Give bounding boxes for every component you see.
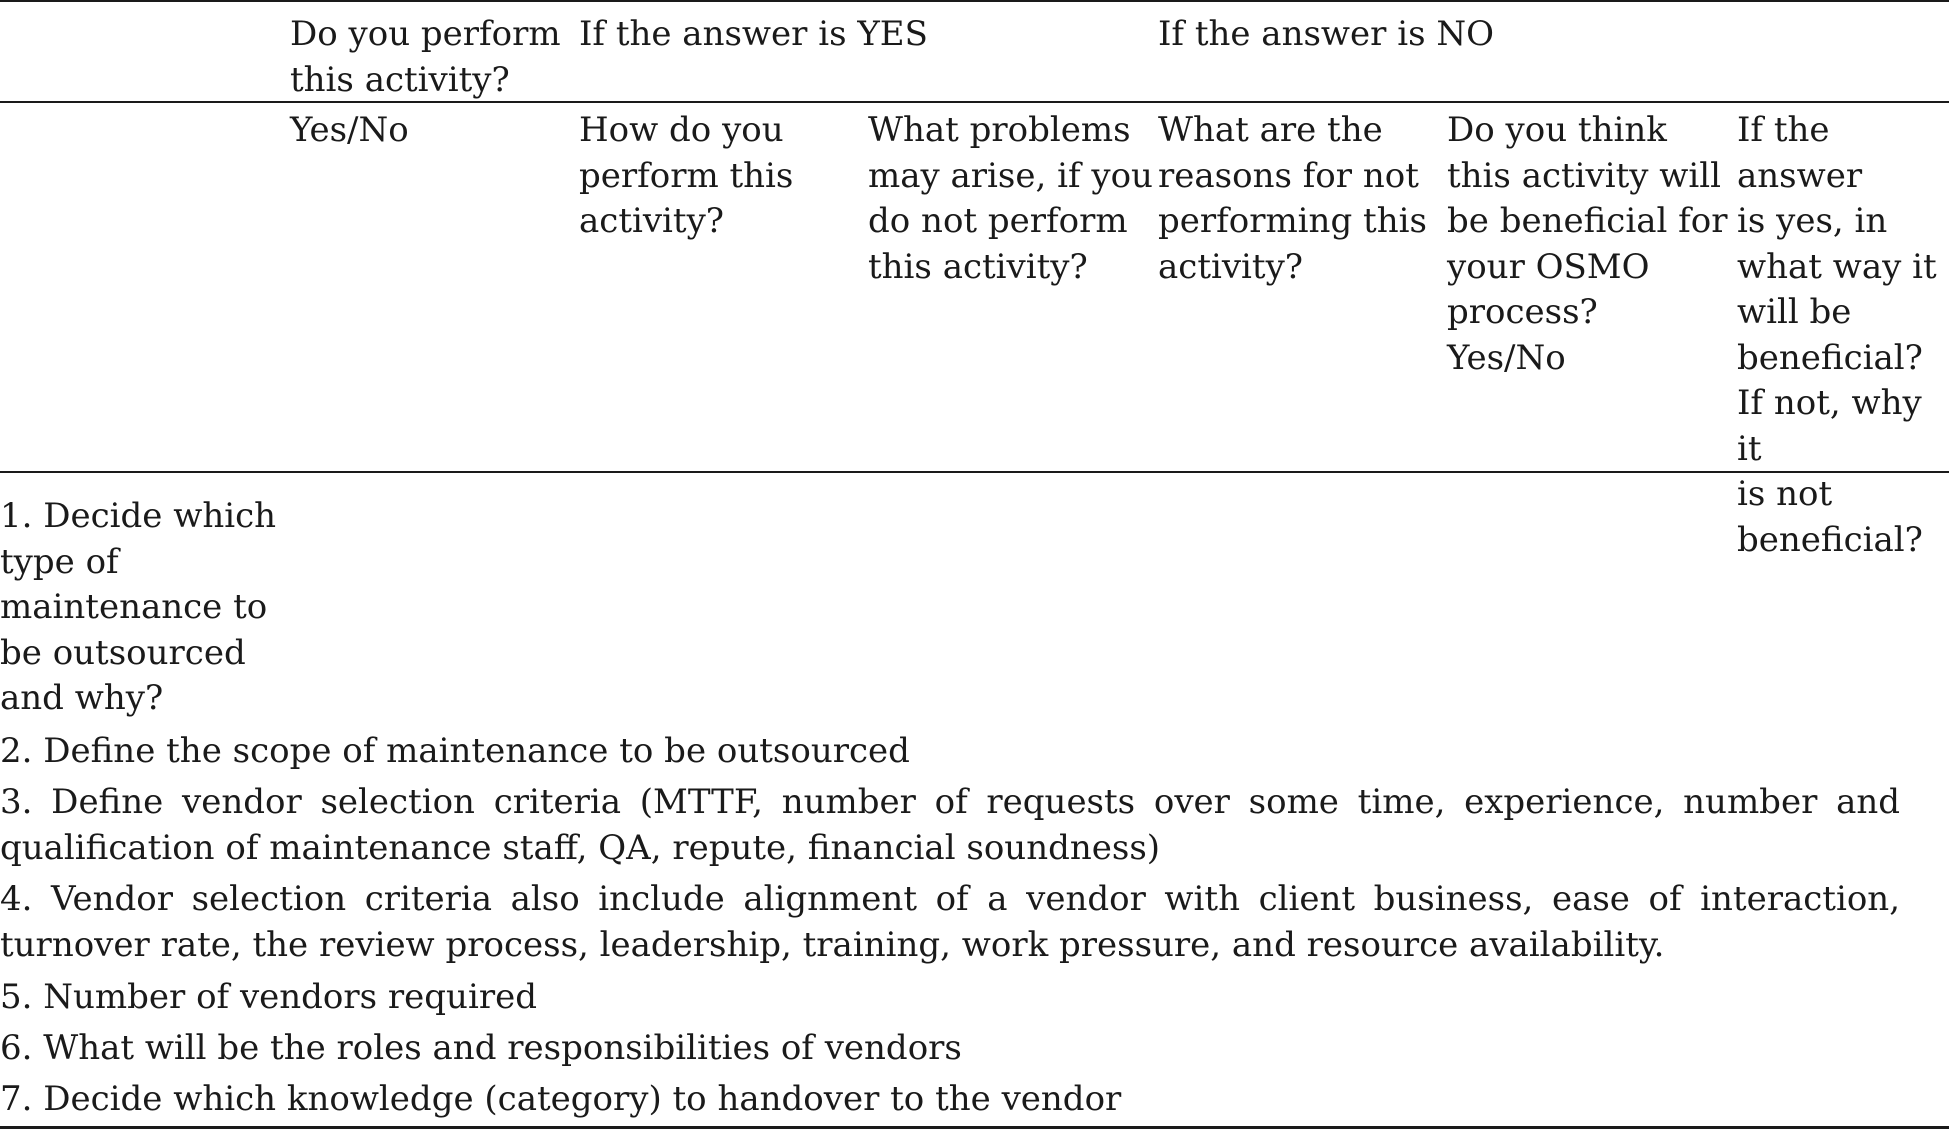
header-group-no: If the answer is NO <box>1158 14 1494 54</box>
header-bottom-rule <box>0 471 1949 473</box>
table-row: 3. Define vendor selection criteria (MTTF, number of requests over some time, experience, number and qualification of maintenance staff, QA, repute, financial soundness) <box>0 782 1900 868</box>
table-bottom-rule <box>0 1126 1949 1129</box>
header-reasons: What are the reasons for not performing this activity? <box>1158 110 1427 287</box>
header-perform-activity: Do you perform this activity? <box>290 14 561 100</box>
table-row: 2. Define the scope of maintenance to be outsourced <box>0 731 910 771</box>
header-in-what-way: If the answer is yes, in what way it will be beneficial? If not, why it is not beneficial? <box>1737 110 1937 560</box>
header-yes-no: Yes/No <box>290 110 409 150</box>
table-row: 5. Number of vendors required <box>0 977 537 1017</box>
table-top-rule <box>0 0 1949 2</box>
header-how-perform: How do you perform this activity? <box>579 110 794 241</box>
table-row: 6. What will be the roles and responsibilities of vendors <box>0 1028 962 1068</box>
header-group-yes: If the answer is YES <box>579 14 928 54</box>
header-beneficial: Do you think this activity will be beneficial for your OSMO process? Yes/No <box>1447 110 1728 378</box>
header-problems: What problems may arise, if you do not perform this activity? <box>868 110 1153 287</box>
table-row: 7. Decide which knowledge (category) to handover to the vendor <box>0 1079 1122 1119</box>
table-row: 4. Vendor selection criteria also include alignment of a vendor with client business, ease of interaction, turnover rate, the review process, leadership, training, work pressure, and resource availability. <box>0 879 1900 965</box>
table-row: 1. Decide which type of maintenance to be outsourced and why? <box>0 496 277 718</box>
